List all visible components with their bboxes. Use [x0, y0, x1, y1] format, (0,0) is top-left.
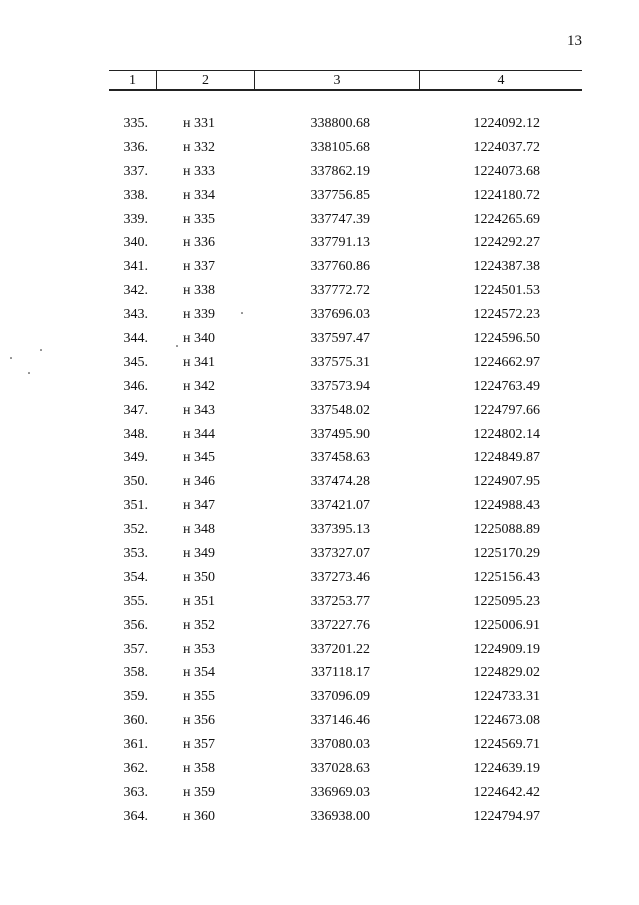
coordinate-y: 1224797.66 — [473, 402, 540, 418]
coordinate-y: 1224387.38 — [473, 259, 540, 275]
point-label: н 355 — [183, 689, 215, 705]
coordinate-x: 337756.85 — [310, 187, 370, 203]
scan-speck — [40, 349, 42, 351]
coordinate-x: 337273.46 — [310, 569, 370, 585]
table-row — [0, 494, 639, 518]
coordinate-y: 1225156.43 — [473, 569, 540, 585]
table-row — [0, 423, 639, 447]
coordinate-x: 337495.90 — [310, 426, 370, 442]
coordinate-x: 337747.39 — [310, 211, 370, 227]
coordinate-x: 338105.68 — [310, 139, 370, 155]
row-number: 342. — [123, 283, 148, 299]
row-number: 362. — [123, 761, 148, 777]
point-label: н 337 — [183, 259, 215, 275]
row-number: 337. — [123, 163, 148, 179]
coordinate-y: 1224037.72 — [473, 139, 540, 155]
coordinate-x: 337575.31 — [310, 354, 370, 370]
table-row — [0, 375, 639, 399]
coordinate-x: 337696.03 — [310, 307, 370, 323]
point-label: н 353 — [183, 641, 215, 657]
coordinate-y: 1224763.49 — [473, 378, 540, 394]
row-number: 354. — [123, 569, 148, 585]
coordinate-y: 1224849.87 — [473, 450, 540, 466]
table-row — [0, 470, 639, 494]
table-row — [0, 303, 639, 327]
table-row — [0, 757, 639, 781]
coordinate-x: 337118.17 — [311, 665, 370, 681]
row-number: 339. — [123, 211, 148, 227]
row-number: 347. — [123, 402, 148, 418]
point-label: н 357 — [183, 737, 215, 753]
coordinate-x: 337772.72 — [310, 283, 370, 299]
coordinate-x: 337862.19 — [310, 163, 370, 179]
table-row — [0, 112, 639, 136]
coordinate-x: 337253.77 — [310, 593, 370, 609]
row-number: 336. — [123, 139, 148, 155]
coordinate-y: 1224501.53 — [473, 283, 540, 299]
table-row — [0, 709, 639, 733]
coordinate-x: 337080.03 — [310, 737, 370, 753]
coordinate-x: 337327.07 — [310, 546, 370, 562]
coordinate-y: 1224265.69 — [473, 211, 540, 227]
table-row — [0, 160, 639, 184]
coordinates-table — [0, 112, 639, 829]
header-col-2: 2 — [156, 71, 254, 90]
row-number: 358. — [123, 665, 148, 681]
coordinate-y: 1224907.95 — [473, 474, 540, 490]
point-label: н 349 — [183, 546, 215, 562]
point-label: н 348 — [183, 522, 215, 538]
point-label: н 356 — [183, 713, 215, 729]
coordinate-y: 1224639.19 — [473, 761, 540, 777]
coordinate-y: 1224988.43 — [473, 498, 540, 514]
coordinate-x: 337760.86 — [310, 259, 370, 275]
row-number: 348. — [123, 426, 148, 442]
point-label: н 342 — [183, 378, 215, 394]
row-number: 344. — [123, 331, 148, 347]
coordinate-y: 1225095.23 — [473, 593, 540, 609]
coordinate-x: 337791.13 — [310, 235, 370, 251]
coordinate-x: 337028.63 — [310, 761, 370, 777]
point-label: н 334 — [183, 187, 215, 203]
table-row — [0, 231, 639, 255]
point-label: н 333 — [183, 163, 215, 179]
point-label: н 358 — [183, 761, 215, 777]
header-underline — [109, 89, 582, 90]
table-row — [0, 590, 639, 614]
row-number: 359. — [123, 689, 148, 705]
row-number: 363. — [123, 784, 148, 800]
row-number: 340. — [123, 235, 148, 251]
row-number: 353. — [123, 546, 148, 562]
row-number: 349. — [123, 450, 148, 466]
point-label: н 346 — [183, 474, 215, 490]
row-number: 350. — [123, 474, 148, 490]
row-number: 335. — [123, 116, 148, 131]
row-number: 343. — [123, 307, 148, 323]
row-number: 351. — [123, 498, 148, 514]
point-label: н 359 — [183, 784, 215, 800]
coordinate-x: 336938.00 — [310, 808, 370, 824]
row-number: 346. — [123, 378, 148, 394]
point-label: н 345 — [183, 450, 215, 466]
coordinate-y: 1224292.27 — [473, 235, 540, 251]
point-label: н 350 — [183, 569, 215, 585]
row-number: 360. — [123, 713, 148, 729]
coordinate-y: 1224596.50 — [473, 331, 540, 347]
coordinate-y: 1224569.71 — [473, 737, 540, 753]
scan-speck — [241, 312, 243, 314]
coordinate-y: 1224673.08 — [473, 713, 540, 729]
row-number: 357. — [123, 641, 148, 657]
row-number: 361. — [123, 737, 148, 753]
coordinate-x: 337474.28 — [310, 474, 370, 490]
table-row — [0, 327, 639, 351]
coordinate-x: 337458.63 — [310, 450, 370, 466]
coordinate-x: 337146.46 — [310, 713, 370, 729]
coordinate-y: 1224642.42 — [473, 784, 540, 800]
coordinate-y: 1225088.89 — [473, 522, 540, 538]
row-number: 338. — [123, 187, 148, 203]
header-col-3: 3 — [254, 71, 419, 90]
point-label: н 332 — [183, 139, 215, 155]
point-label: н 341 — [183, 354, 215, 370]
coordinate-y: 1225170.29 — [473, 546, 540, 562]
coordinate-y: 1224662.97 — [473, 354, 540, 370]
table-row — [0, 805, 639, 829]
coordinate-x: 337548.02 — [310, 402, 370, 418]
table-row — [0, 614, 639, 638]
table-row — [0, 685, 639, 709]
table-row — [0, 136, 639, 160]
coordinate-x: 337096.09 — [310, 689, 370, 705]
point-label: н 354 — [183, 665, 215, 681]
table-row — [0, 279, 639, 303]
coordinate-y: 1224092.12 — [473, 116, 540, 131]
coordinate-y: 1224909.19 — [473, 641, 540, 657]
table-header — [109, 70, 582, 91]
coordinate-x: 337573.94 — [310, 378, 370, 394]
scan-speck — [10, 357, 12, 359]
point-label: н 331 — [183, 116, 215, 131]
coordinate-y: 1224073.68 — [473, 163, 540, 179]
table-row — [0, 566, 639, 590]
scan-speck — [176, 345, 178, 347]
coordinate-x: 337421.07 — [310, 498, 370, 514]
table-row — [0, 184, 639, 208]
point-label: н 339 — [183, 307, 215, 323]
row-number: 355. — [123, 593, 148, 609]
coordinate-x: 337227.76 — [310, 617, 370, 633]
table-row — [0, 661, 639, 685]
page-number: 13 — [567, 33, 582, 49]
coordinate-x: 336969.03 — [310, 784, 370, 800]
coordinate-x: 338800.68 — [310, 116, 370, 131]
scan-speck — [28, 372, 30, 374]
point-label: н 335 — [183, 211, 215, 227]
header-col-4: 4 — [419, 71, 582, 90]
table-row — [0, 542, 639, 566]
point-label: н 340 — [183, 331, 215, 347]
header-col-1: 1 — [129, 73, 136, 88]
point-label: н 352 — [183, 617, 215, 633]
point-label: н 344 — [183, 426, 215, 442]
table-row — [0, 781, 639, 805]
coordinate-y: 1225006.91 — [473, 617, 540, 633]
point-label: н 347 — [183, 498, 215, 514]
coordinate-x: 337201.22 — [310, 641, 370, 657]
table-row — [0, 733, 639, 757]
point-label: н 343 — [183, 402, 215, 418]
table-row — [0, 208, 639, 232]
coordinate-x: 337597.47 — [310, 331, 370, 347]
point-label: н 336 — [183, 235, 215, 251]
table-row — [0, 518, 639, 542]
row-number: 356. — [123, 617, 148, 633]
table-row — [0, 638, 639, 662]
table-row — [0, 446, 639, 470]
point-label: н 351 — [183, 593, 215, 609]
coordinate-y: 1224572.23 — [473, 307, 540, 323]
point-label: н 338 — [183, 283, 215, 299]
point-label: н 360 — [183, 808, 215, 824]
row-number: 341. — [123, 259, 148, 275]
coordinate-y: 1224829.02 — [473, 665, 540, 681]
coordinate-y: 1224794.97 — [473, 808, 540, 824]
coordinate-y: 1224180.72 — [473, 187, 540, 203]
row-number: 364. — [123, 808, 148, 824]
coordinate-y: 1224733.31 — [473, 689, 540, 705]
table-row — [0, 255, 639, 279]
table-row — [0, 351, 639, 375]
row-number: 345. — [123, 354, 148, 370]
coordinate-x: 337395.13 — [310, 522, 370, 538]
coordinate-y: 1224802.14 — [473, 426, 540, 442]
row-number: 352. — [123, 522, 148, 538]
table-row — [0, 399, 639, 423]
